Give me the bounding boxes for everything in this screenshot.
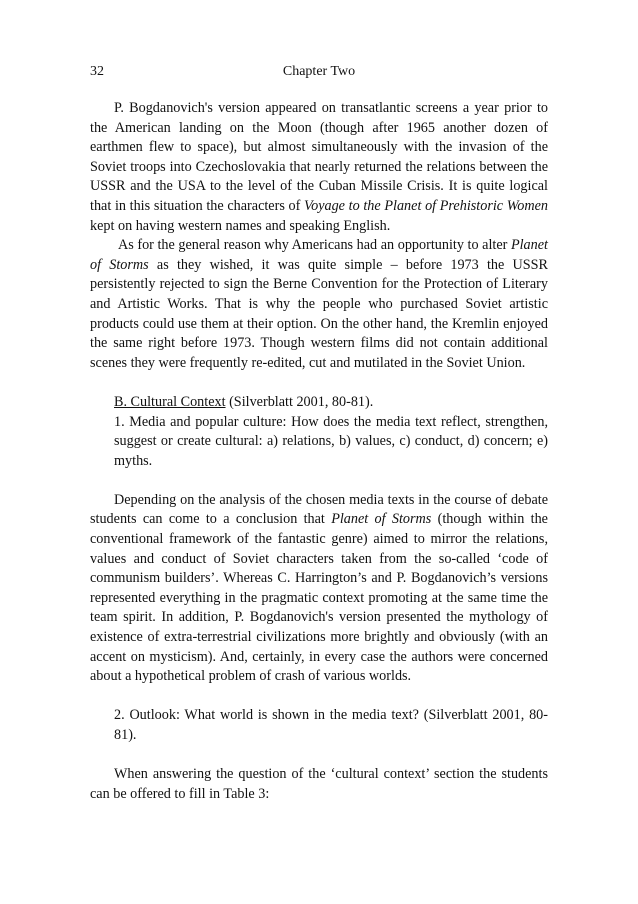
section-heading-cultural-context: B. Cultural Context (Silverblatt 2001, 80-81). <box>114 393 374 410</box>
film-title: Planet of Storms <box>90 237 548 273</box>
question-media-popular-culture: 1. Media and popular culture: How does the media text reflect, strengthen, suggest or create cultural: a) relations, b) values, c) conduct, d) concern; e) myths. <box>114 413 548 469</box>
question-outlook: 2. Outlook: What world is shown in the media text? (Silverblatt 2001, 80-81). <box>114 707 548 743</box>
film-title: Planet of Storms <box>331 511 432 528</box>
page-number: 32 <box>90 64 104 79</box>
film-title: Voyage to the Planet of Prehistoric Women <box>304 197 548 214</box>
section-heading: B. Cultural Context <box>114 393 226 410</box>
paragraph-bogdanovich-version: P. Bogdanovich's version appeared on transatlantic screens a year prior to the American landing on the Moon (though after 1965 another dozen of earthmen flew to space), but almost simultaneously with the invasion of the Soviet troops into Czechoslovakia that nearly returned the relations between the USSR and the USA to the level of the Cuban Missile Crisis. It is quite logical that in this situation the characters of Voyage to the Planet of Prehistoric Women kept on having western names and speaking English. <box>90 100 548 234</box>
paragraph-analysis-conclusion: Depending on the analysis of the chosen media texts in the course of debate students can come to a conclusion that Planet of Storms (though within the conventional framework of the fantastic genre) aimed to mirror the relations, values and conduct of Soviet characters taken from the so-called ‘code of communism builders’. Whereas C. Harrington’s and P. Bogdanovich’s versions represented everything in the pragmatic context promoting at the same time the team spirit. In addition, P. Bogdanovich's version presented the mythology of existence of extra-terrestrial civilizations more brightly and obviously (with an accent on mysticism). And, certainly, in every case the authors were concerned about a hypothetical problem of crash of various worlds. <box>90 491 548 685</box>
body-text <box>90 99 548 804</box>
page-header <box>90 64 548 82</box>
running-title: Chapter Two <box>282 64 356 79</box>
paragraph-table-intro: When answering the question of the ‘cultural context’ section the students can be offered to fill in Table 3: <box>90 766 548 802</box>
paragraph-general-reason: As for the general reason why Americans had an opportunity to alter Planet of Storms as they wished, it was quite simple – before 1973 the USSR persistently rejected to sign the Berne Convention for the Protection of Literary and Artistic Works. That is why the people who purchased Soviet artistic products could use them at their option. On the other hand, the Kremlin enjoyed the same right before 1973. Though western films did not contain additional scenes they were frequently re-edited, cut and mutilated in the Soviet Union. <box>90 237 549 371</box>
